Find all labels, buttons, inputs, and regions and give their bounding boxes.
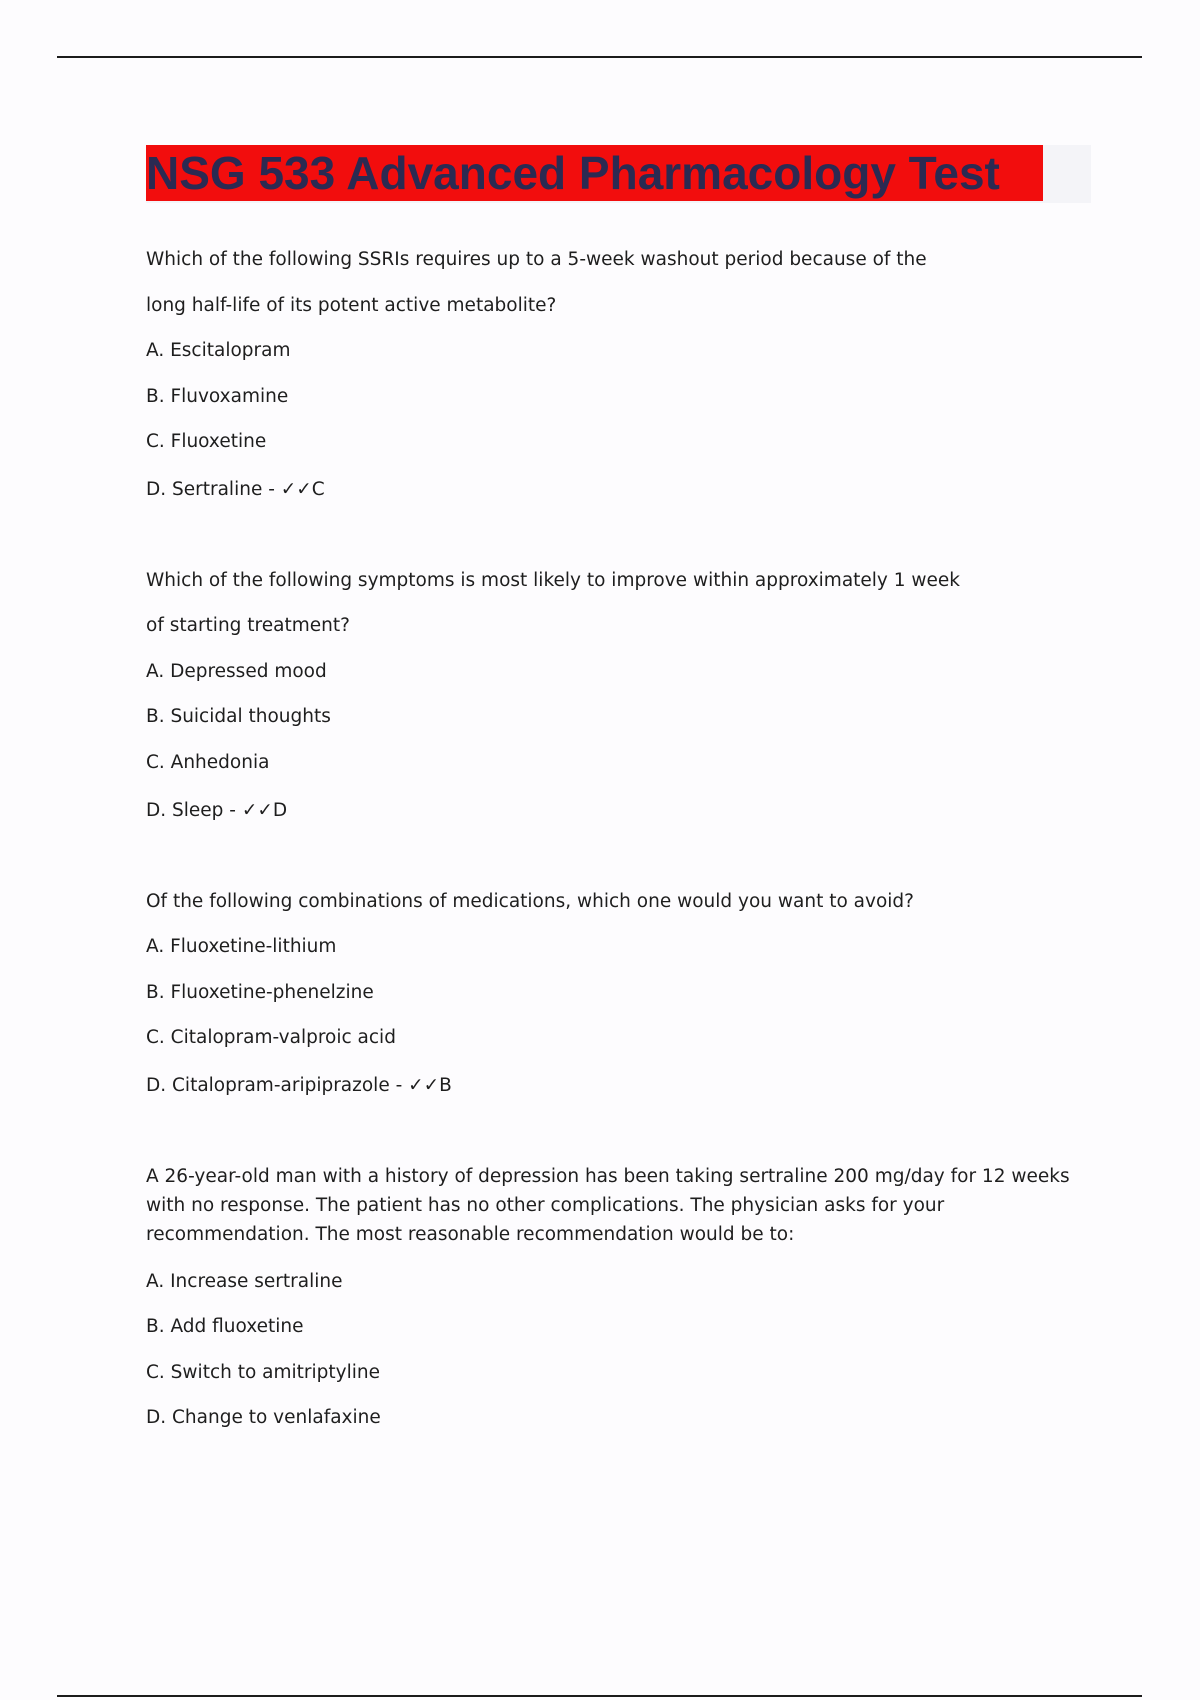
question-4-option-d: D. Change to venlafaxine (146, 1407, 381, 1428)
question-4-option-a: A. Increase sertraline (146, 1271, 343, 1292)
question-1-option-d-text: D. Sertraline - (146, 479, 281, 500)
question-2-option-c: C. Anhedonia (146, 752, 270, 773)
question-2-option-b: B. Suicidal thoughts (146, 706, 331, 727)
question-3-option-b: B. Fluoxetine-phenelzine (146, 982, 374, 1003)
question-1-option-c: C. Fluoxetine (146, 431, 267, 452)
question-2-option-a: A. Depressed mood (146, 661, 327, 682)
question-3-answer-marker: ✓✓B (408, 1075, 452, 1096)
title-highlight (146, 145, 1043, 201)
question-3-stem-line-1: Of the following combinations of medications, which one would you want to avoid? (146, 891, 914, 912)
question-1-answer-marker: ✓✓C (280, 479, 325, 500)
question-2-stem-line-1: Which of the following symptoms is most likely to improve within approximately 1 week (146, 570, 961, 591)
question-2-stem-line-2: of starting treatment? (146, 615, 350, 636)
question-1-stem-line-1: Which of the following SSRIs requires up to a 5-week washout period because of the (146, 249, 927, 270)
question-2-answer-marker: ✓✓D (241, 800, 288, 821)
question-3-option-a: A. Fluoxetine-lithium (146, 936, 337, 957)
bottom-rule (57, 1695, 1142, 1697)
title-banner (146, 145, 1091, 203)
question-1-option-d (146, 478, 325, 502)
question-4-option-b: B. Add fluoxetine (146, 1316, 304, 1337)
question-2-option-d-text: D. Sleep - (146, 800, 242, 821)
question-3-option-d-text: D. Citalopram-aripiprazole - (146, 1075, 409, 1096)
question-2-option-d (146, 799, 287, 823)
question-4-stem: A 26-year-old man with a history of depression has been taking sertraline 200 mg/day for 12 weeks with no response. The patient has no other complications. The physician asks for your recommendation. The most reasonable recommendation would be to: (146, 1166, 1070, 1245)
question-1-option-a: A. Escitalopram (146, 340, 291, 361)
question-4-option-c: C. Switch to amitriptyline (146, 1362, 381, 1383)
question-1-option-b: B. Fluvoxamine (146, 386, 289, 407)
question-3-option-c: C. Citalopram-valproic acid (146, 1027, 396, 1048)
question-3-option-d (146, 1074, 452, 1098)
top-rule (57, 56, 1142, 58)
document-title: NSG 533 Advanced Pharmacology Test (146, 147, 1000, 199)
question-1-stem-line-2: long half-life of its potent active metabolite? (146, 295, 557, 316)
